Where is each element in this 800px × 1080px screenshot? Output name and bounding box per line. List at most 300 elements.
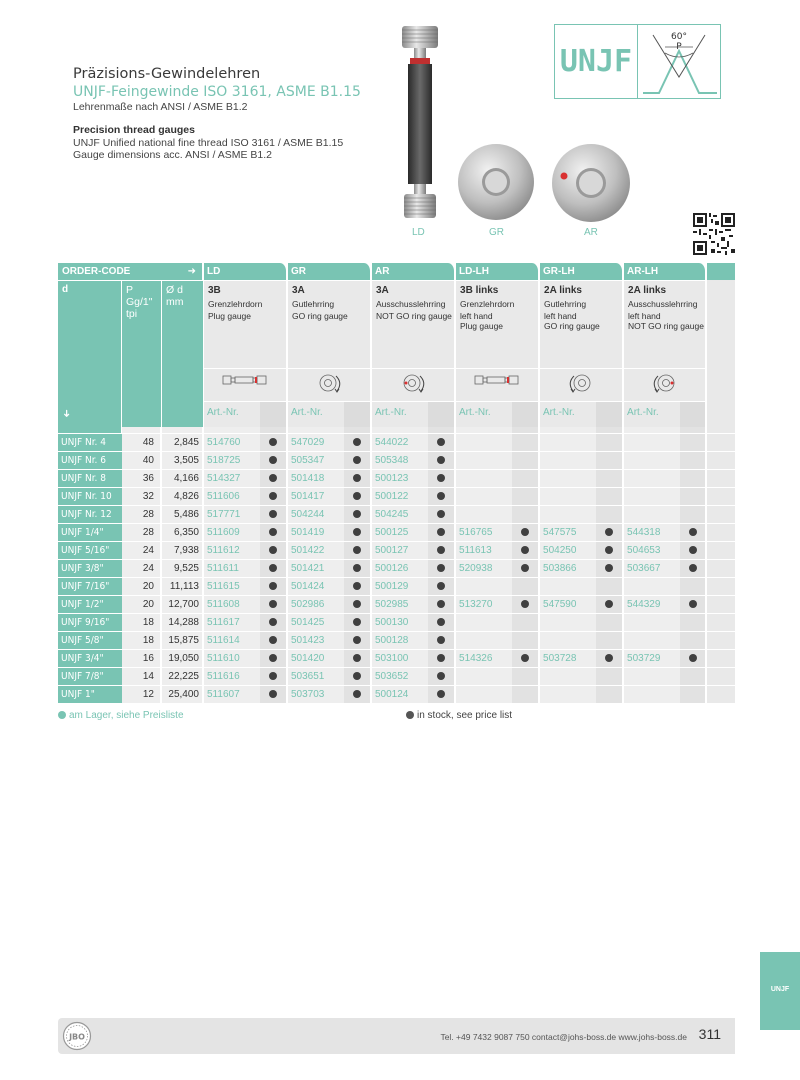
article-number xyxy=(624,631,680,649)
badge-angle: 60° xyxy=(671,32,687,42)
in-stock-dot-icon xyxy=(353,636,361,644)
article-number xyxy=(624,469,680,487)
stock-indicator xyxy=(512,559,540,577)
thread-size: UNJF 1/2" xyxy=(58,595,122,613)
in-stock-dot-icon xyxy=(269,456,277,464)
tol-ar-lh: 2A links xyxy=(628,285,667,296)
article-number[interactable]: 511616 xyxy=(204,667,260,685)
in-stock-dot-icon xyxy=(269,672,277,680)
in-stock-dot-icon xyxy=(605,546,613,554)
stock-indicator xyxy=(428,541,456,559)
table-row xyxy=(58,433,735,451)
extra-col xyxy=(707,631,735,649)
stock-indicator xyxy=(260,433,288,451)
article-number[interactable]: 511608 xyxy=(204,595,260,613)
article-number xyxy=(624,613,680,631)
diameter-value: 9,525 xyxy=(162,559,204,577)
table-row xyxy=(58,613,735,631)
plug-gauge-image xyxy=(398,24,442,220)
arrow-right-icon: ➜ xyxy=(187,266,196,277)
thread-profile-icon xyxy=(639,25,721,98)
diameter-value: 11,113 xyxy=(162,577,204,595)
article-number xyxy=(624,667,680,685)
in-stock-dot-icon xyxy=(689,528,697,536)
article-number xyxy=(540,667,596,685)
thread-size: UNJF 5/16" xyxy=(58,541,122,559)
stock-indicator xyxy=(596,613,624,631)
en-gr-lh: left hand xyxy=(544,311,577,321)
table-row xyxy=(58,487,735,505)
stock-indicator xyxy=(680,649,707,667)
article-number[interactable]: 504250 xyxy=(540,541,596,559)
svg-text:JBO: JBO xyxy=(69,1032,85,1042)
stock-indicator xyxy=(344,685,372,703)
pitch-value: 36 xyxy=(122,469,162,487)
stock-indicator xyxy=(680,451,707,469)
order-code-cell xyxy=(58,263,204,280)
stock-indicator xyxy=(680,685,707,703)
extra-col xyxy=(707,451,735,469)
stock-indicator xyxy=(344,523,372,541)
article-number xyxy=(624,433,680,451)
page-number: 311 xyxy=(698,1026,721,1042)
stock-indicator xyxy=(596,667,624,685)
stock-indicator xyxy=(596,505,624,523)
table-row xyxy=(58,667,735,685)
pitch-value: 48 xyxy=(122,433,162,451)
icon-cell-ld-lh xyxy=(456,368,540,401)
in-stock-dot-icon xyxy=(269,474,277,482)
extra-col xyxy=(707,649,735,667)
article-number xyxy=(624,451,680,469)
article-number[interactable]: 500122 xyxy=(372,487,428,505)
stock-indicator xyxy=(344,469,372,487)
in-stock-dot-icon xyxy=(437,600,445,608)
extra-col xyxy=(707,469,735,487)
desc-gr xyxy=(288,280,372,368)
arrow-down-icon: ➜ xyxy=(60,409,72,418)
jbo-logo-icon xyxy=(62,1021,92,1051)
in-stock-dot-icon xyxy=(269,654,277,662)
in-stock-dot-icon xyxy=(269,546,277,554)
stock-indicator xyxy=(596,595,624,613)
stock-indicator xyxy=(344,595,372,613)
table-row xyxy=(58,469,735,487)
article-number xyxy=(456,433,512,451)
col-header-ld: LD xyxy=(204,263,288,280)
stock-indicator xyxy=(428,649,456,667)
diameter-value: 4,826 xyxy=(162,487,204,505)
stock-indicator xyxy=(512,505,540,523)
article-number[interactable]: 511610 xyxy=(204,649,260,667)
diameter-value: 2,845 xyxy=(162,433,204,451)
title-en: Precision thread gauges xyxy=(73,124,195,136)
article-number[interactable]: 513270 xyxy=(456,595,512,613)
diameter-value: 19,050 xyxy=(162,649,204,667)
in-stock-dot-icon xyxy=(353,510,361,518)
article-number[interactable]: 503728 xyxy=(540,649,596,667)
stock-indicator xyxy=(428,523,456,541)
stock-indicator xyxy=(260,595,288,613)
stock-indicator xyxy=(428,469,456,487)
stock-indicator xyxy=(344,505,372,523)
stock-indicator xyxy=(512,451,540,469)
art-nr-ar-lh: Art.-Nr. xyxy=(624,401,680,427)
article-number[interactable]: 500125 xyxy=(372,523,428,541)
stock-indicator xyxy=(596,451,624,469)
in-stock-dot-icon xyxy=(269,600,277,608)
in-stock-dot-icon xyxy=(353,672,361,680)
article-number[interactable]: 503667 xyxy=(624,559,680,577)
desc-ar-lh xyxy=(624,280,707,368)
pitch-value: 28 xyxy=(122,523,162,541)
table-row xyxy=(58,685,735,703)
article-number[interactable]: 501423 xyxy=(288,631,344,649)
stock-indicator xyxy=(596,685,624,703)
stock-indicator xyxy=(260,613,288,631)
article-number xyxy=(540,631,596,649)
article-number[interactable]: 544329 xyxy=(624,595,680,613)
diameter-value: 22,225 xyxy=(162,667,204,685)
article-number xyxy=(456,631,512,649)
article-number[interactable]: 500129 xyxy=(372,577,428,595)
thread-size: UNJF 1/4" xyxy=(58,523,122,541)
in-stock-dot-icon xyxy=(353,492,361,500)
in-stock-dot-icon xyxy=(605,564,613,572)
article-number[interactable]: 500130 xyxy=(372,613,428,631)
stock-indicator xyxy=(428,595,456,613)
desc-ar xyxy=(372,280,456,368)
in-stock-dot-icon xyxy=(437,438,445,446)
stock-indicator xyxy=(260,451,288,469)
article-number xyxy=(456,667,512,685)
in-stock-dot-icon xyxy=(269,582,277,590)
stock-indicator xyxy=(344,451,372,469)
in-stock-dot-icon xyxy=(353,654,361,662)
in-stock-dot-icon xyxy=(269,690,277,698)
in-stock-dot-icon xyxy=(353,690,361,698)
article-number[interactable]: 501424 xyxy=(288,577,344,595)
stock-dot-icon xyxy=(58,711,66,719)
in-stock-dot-icon xyxy=(437,672,445,680)
article-number xyxy=(456,469,512,487)
diameter-value: 14,288 xyxy=(162,613,204,631)
article-number[interactable]: 544022 xyxy=(372,433,428,451)
article-number[interactable]: 503100 xyxy=(372,649,428,667)
pitch-value: 20 xyxy=(122,595,162,613)
pitch-value: 32 xyxy=(122,487,162,505)
article-number xyxy=(540,505,596,523)
in-stock-dot-icon xyxy=(437,546,445,554)
article-number[interactable]: 500124 xyxy=(372,685,428,703)
plug-gauge-icon xyxy=(221,372,269,388)
go-ring-lh-rotate-icon xyxy=(564,372,598,394)
in-stock-dot-icon xyxy=(605,600,613,608)
article-number[interactable]: 547575 xyxy=(540,523,596,541)
article-number xyxy=(456,613,512,631)
diameter-value: 15,875 xyxy=(162,631,204,649)
en-ld-lh: left hand xyxy=(460,311,493,321)
title-de: Präzisions-Gewindelehren xyxy=(73,66,261,82)
article-number[interactable]: 504653 xyxy=(624,541,680,559)
article-number xyxy=(624,487,680,505)
stock-indicator xyxy=(512,631,540,649)
article-number[interactable]: 501418 xyxy=(288,469,344,487)
in-stock-dot-icon xyxy=(437,456,445,464)
tol-ld: 3B xyxy=(208,285,221,296)
extra-col-head xyxy=(707,280,735,427)
article-number[interactable]: 501422 xyxy=(288,541,344,559)
article-number[interactable]: 503703 xyxy=(288,685,344,703)
article-number[interactable]: 500126 xyxy=(372,559,428,577)
stock-indicator xyxy=(512,469,540,487)
article-number[interactable]: 514327 xyxy=(204,469,260,487)
table-row xyxy=(58,559,735,577)
article-number[interactable]: 500128 xyxy=(372,631,428,649)
article-number[interactable]: 518725 xyxy=(204,451,260,469)
side-tab[interactable]: UNJF xyxy=(760,952,800,1030)
article-number[interactable]: 500127 xyxy=(372,541,428,559)
stock-indicator xyxy=(596,631,624,649)
stock-indicator xyxy=(428,685,456,703)
in-stock-dot-icon xyxy=(269,510,277,518)
stock-indicator xyxy=(260,541,288,559)
stock-indicator xyxy=(512,595,540,613)
stock-indicator xyxy=(512,433,540,451)
pitch-value: 28 xyxy=(122,505,162,523)
badge-pitch: P xyxy=(676,42,682,52)
label-ld: LD xyxy=(412,227,425,238)
col-d-label: d xyxy=(62,284,69,295)
icon-cell-ar xyxy=(372,368,456,401)
article-number xyxy=(456,685,512,703)
stock-indicator xyxy=(596,469,624,487)
article-number[interactable]: 544318 xyxy=(624,523,680,541)
col-header-extra xyxy=(707,263,735,280)
go-ring-gauge-image xyxy=(456,142,536,222)
footer xyxy=(58,1018,735,1054)
dims-de: Lehrenmaße nach ANSI / ASME B1.2 xyxy=(73,101,248,113)
article-number[interactable]: 547029 xyxy=(288,433,344,451)
article-number[interactable]: 505348 xyxy=(372,451,428,469)
stock-indicator xyxy=(596,523,624,541)
in-stock-dot-icon xyxy=(269,636,277,644)
stock-indicator xyxy=(344,577,372,595)
legend-en-text: in stock, see price list xyxy=(417,710,513,721)
page-header xyxy=(73,66,403,161)
diameter-value: 6,350 xyxy=(162,523,204,541)
footer-contact[interactable]: Tel. +49 7432 9087 750 contact@johs-boss.de www.johs-boss.de xyxy=(440,1032,687,1042)
in-stock-dot-icon xyxy=(437,474,445,482)
stock-indicator xyxy=(344,433,372,451)
in-stock-dot-icon xyxy=(689,600,697,608)
article-number xyxy=(540,469,596,487)
article-number[interactable]: 511613 xyxy=(456,541,512,559)
plug-gauge-lh-icon xyxy=(473,372,521,388)
table-row xyxy=(58,649,735,667)
subtitle-en: UNJF Unified national fine thread ISO 3161 / ASME B1.15 xyxy=(73,137,344,149)
in-stock-dot-icon xyxy=(605,654,613,662)
stock-indicator xyxy=(428,577,456,595)
product-desc-row xyxy=(58,280,735,368)
col-header-ar-lh: AR-LH xyxy=(624,263,707,280)
diameter-value: 25,400 xyxy=(162,685,204,703)
extra-col xyxy=(707,505,735,523)
stock-indicator xyxy=(344,541,372,559)
col-p-label: P xyxy=(126,284,134,296)
qr-code-icon[interactable] xyxy=(693,213,735,255)
stock-indicator xyxy=(260,523,288,541)
en-ar: NOT GO ring gauge xyxy=(376,311,452,321)
stock-indicator xyxy=(260,577,288,595)
article-number[interactable]: 503652 xyxy=(372,667,428,685)
de-ld: Grenzlehrdorn xyxy=(208,299,263,309)
badge-word: UNJF xyxy=(555,25,638,98)
stock-indicator xyxy=(260,649,288,667)
art-nr-gr: Art.-Nr. xyxy=(288,401,344,427)
en-ar-lh: left hand xyxy=(628,311,661,321)
table-row xyxy=(58,595,735,613)
article-number xyxy=(540,577,596,595)
thread-size: UNJF 7/8" xyxy=(58,667,122,685)
article-number[interactable]: 511617 xyxy=(204,613,260,631)
in-stock-dot-icon xyxy=(521,528,529,536)
en2-ar-lh: NOT GO ring gauge xyxy=(628,321,704,331)
article-number[interactable]: 500123 xyxy=(372,469,428,487)
article-number[interactable]: 516765 xyxy=(456,523,512,541)
article-number[interactable]: 501425 xyxy=(288,613,344,631)
stock-indicator xyxy=(512,667,540,685)
in-stock-dot-icon xyxy=(269,438,277,446)
in-stock-dot-icon xyxy=(353,474,361,482)
table-row xyxy=(58,505,735,523)
thread-size: UNJF Nr. 10 xyxy=(58,487,122,505)
art-nr-ar: Art.-Nr. xyxy=(372,401,428,427)
thread-size: UNJF Nr. 8 xyxy=(58,469,122,487)
article-number[interactable]: 547590 xyxy=(540,595,596,613)
extra-col xyxy=(707,541,735,559)
col-od-label: Ø d xyxy=(166,284,183,296)
thread-size: UNJF 3/4" xyxy=(58,649,122,667)
in-stock-dot-icon xyxy=(353,564,361,572)
article-number[interactable]: 503866 xyxy=(540,559,596,577)
de-ar-lh: Ausschusslehrring xyxy=(628,299,698,309)
not-go-ring-lh-rotate-icon xyxy=(648,372,682,394)
stock-indicator xyxy=(344,649,372,667)
in-stock-dot-icon xyxy=(353,600,361,608)
stock-indicator xyxy=(428,487,456,505)
icon-cell-ar-lh xyxy=(624,368,707,401)
pitch-value: 14 xyxy=(122,667,162,685)
stock-indicator xyxy=(680,523,707,541)
article-number[interactable]: 501420 xyxy=(288,649,344,667)
stock-indicator xyxy=(596,577,624,595)
in-stock-dot-icon xyxy=(437,510,445,518)
article-number[interactable]: 514326 xyxy=(456,649,512,667)
label-gr: GR xyxy=(489,227,504,238)
extra-col xyxy=(707,613,735,631)
article-number[interactable]: 511609 xyxy=(204,523,260,541)
in-stock-dot-icon xyxy=(269,618,277,626)
stock-indicator xyxy=(512,541,540,559)
in-stock-dot-icon xyxy=(437,690,445,698)
order-code-row xyxy=(58,263,735,280)
article-number[interactable]: 503729 xyxy=(624,649,680,667)
article-number[interactable]: 504245 xyxy=(372,505,428,523)
stock-indicator xyxy=(680,505,707,523)
pitch-value: 18 xyxy=(122,613,162,631)
art-nr-ld: Art.-Nr. xyxy=(204,401,260,427)
in-stock-dot-icon xyxy=(353,618,361,626)
pitch-value: 12 xyxy=(122,685,162,703)
article-number[interactable]: 505347 xyxy=(288,451,344,469)
article-number[interactable]: 502985 xyxy=(372,595,428,613)
article-number[interactable]: 517771 xyxy=(204,505,260,523)
article-number[interactable]: 502986 xyxy=(288,595,344,613)
pitch-value: 40 xyxy=(122,451,162,469)
thread-type-badge xyxy=(554,24,721,99)
article-number[interactable]: 511614 xyxy=(204,631,260,649)
tol-ld-lh: 3B links xyxy=(460,285,499,296)
stock-indicator xyxy=(680,487,707,505)
thread-size: UNJF 1" xyxy=(58,685,122,703)
article-number xyxy=(540,487,596,505)
article-number[interactable]: 520938 xyxy=(456,559,512,577)
art-nr-ld-lh: Art.-Nr. xyxy=(456,401,512,427)
in-stock-dot-icon xyxy=(689,564,697,572)
stock-indicator xyxy=(428,667,456,685)
pitch-value: 24 xyxy=(122,559,162,577)
article-number[interactable]: 511607 xyxy=(204,685,260,703)
in-stock-dot-icon xyxy=(353,582,361,590)
article-number[interactable]: 504244 xyxy=(288,505,344,523)
article-number[interactable]: 501421 xyxy=(288,559,344,577)
table-row xyxy=(58,523,735,541)
in-stock-dot-icon xyxy=(521,654,529,662)
stock-indicator xyxy=(680,613,707,631)
article-number xyxy=(540,685,596,703)
diameter-value: 3,505 xyxy=(162,451,204,469)
article-number[interactable]: 511611 xyxy=(204,559,260,577)
article-number[interactable]: 511612 xyxy=(204,541,260,559)
tol-gr-lh: 2A links xyxy=(544,285,582,296)
article-number[interactable]: 501419 xyxy=(288,523,344,541)
stock-indicator xyxy=(260,685,288,703)
stock-indicator xyxy=(260,505,288,523)
article-number[interactable]: 514760 xyxy=(204,433,260,451)
stock-indicator xyxy=(344,631,372,649)
table-row xyxy=(58,577,735,595)
article-number xyxy=(540,433,596,451)
table-row xyxy=(58,631,735,649)
col-header-ar: AR xyxy=(372,263,456,280)
article-number[interactable]: 511606 xyxy=(204,487,260,505)
article-number[interactable]: 501417 xyxy=(288,487,344,505)
article-number[interactable]: 503651 xyxy=(288,667,344,685)
extra-col xyxy=(707,487,735,505)
order-code-label: ORDER-CODE xyxy=(62,266,131,277)
in-stock-dot-icon xyxy=(437,582,445,590)
en-gr: GO ring gauge xyxy=(292,311,348,321)
in-stock-dot-icon xyxy=(521,564,529,572)
extra-col xyxy=(707,577,735,595)
thread-size: UNJF Nr. 4 xyxy=(58,433,122,451)
pitch-value: 20 xyxy=(122,577,162,595)
article-number[interactable]: 511615 xyxy=(204,577,260,595)
stock-indicator xyxy=(260,469,288,487)
icon-cell-gr-lh xyxy=(540,368,624,401)
stock-indicator xyxy=(596,541,624,559)
